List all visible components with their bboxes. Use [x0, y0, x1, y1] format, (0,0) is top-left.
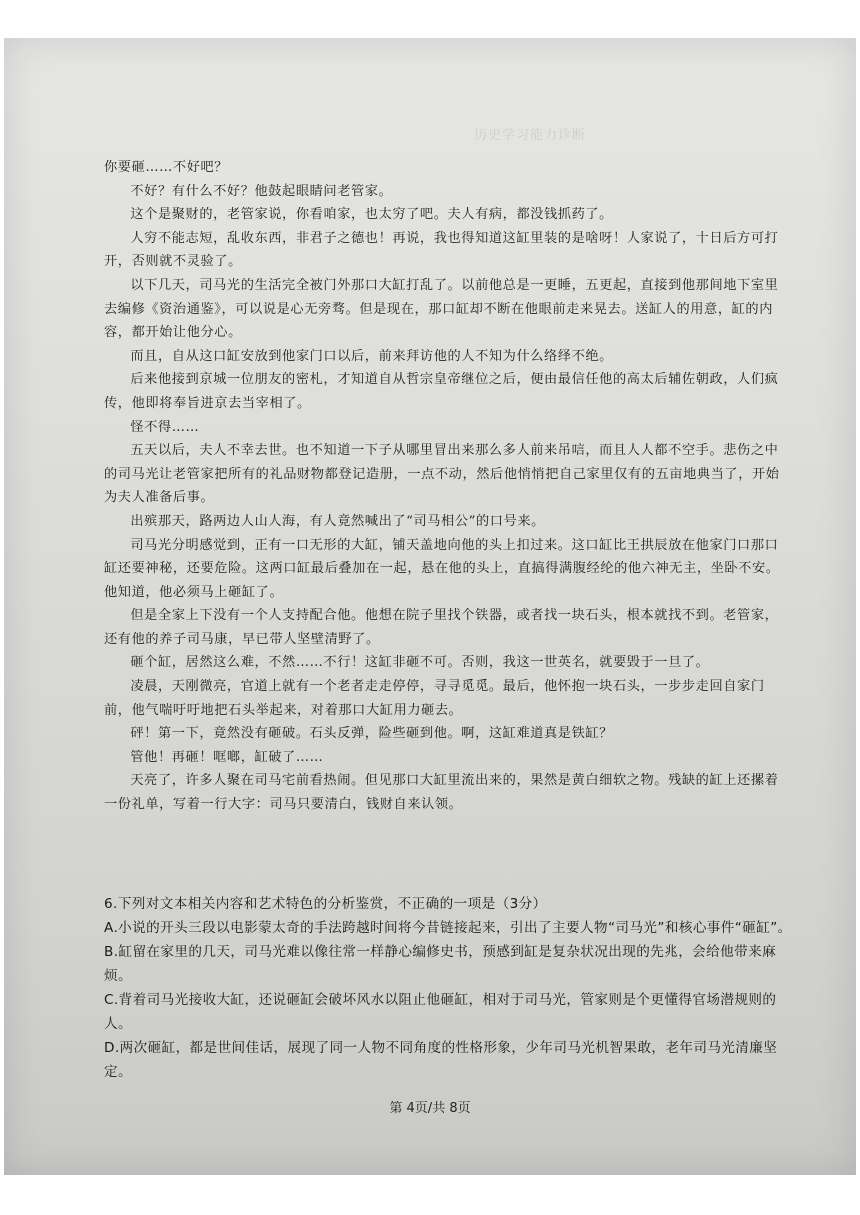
option-a: A.小说的开头三段以电影蒙太奇的手法跨越时间将今昔链接起来，引出了主要人物“司马光”和核心事件“砸缸”。 [104, 920, 792, 936]
option-c: C.背着司马光接收大缸，还说砸缸会破坏风水以阻止他砸缸，相对于司马光，管家则是个更懂得官场潜规则的人。 [104, 992, 777, 1032]
passage-paragraph: 这个是聚财的，老管家说，你看咱家，也太穷了吧。夫人有病，都没钱抓药了。 [130, 207, 613, 223]
passage-paragraph: 出殡那天，路两边人山人海，有人竟然喊出了“司马相公”的口号来。 [130, 513, 545, 529]
page-number: 第 4页/共 8页 [389, 1101, 471, 1116]
question-6 [104, 892, 794, 1084]
passage-paragraph: 你要砸……不好吧？ [104, 160, 229, 175]
passage-paragraph: 而且，自从这口缸安放到他家门口以后，前来拜访他的人不知为什么络绎不绝。 [130, 348, 613, 364]
passage-paragraph: 不好？有什么不好？他鼓起眼睛问老管家。 [130, 183, 393, 199]
passage-paragraph: 砰！第一下，竟然没有砸破。石头反弹，险些砸到他。啊，这缸难道真是铁缸？ [130, 726, 613, 742]
passage-paragraph: 后来他接到京城一位朋友的密札，才知道自从哲宗皇帝继位之后，便由最信任他的高太后辅佐朝政，人们疯传，他即将奉旨进京去当宰相了。 [104, 372, 779, 411]
passage-paragraph: 五天以后，夫人不幸去世。也不知道一下子从哪里冒出来那么多人前来吊唁，而且人人都不空手。悲伤之中的司马光让老管家把所有的礼品财物都登记造册，一点不动，然后他悄悄把自己家里仅有的五亩地典当了，开始为夫人准备后事。 [104, 443, 780, 506]
passage-paragraph: 凌晨，天刚微亮，官道上就有一个老者走走停停，寻寻觅觅。最后，他怀抱一块石头，一步步走回自家门前，他气喘吁吁地把石头举起来，对着那口大缸用力砸去。 [104, 679, 765, 718]
scanned-page [4, 38, 856, 1175]
passage-paragraph: 司马光分明感觉到，正有一口无形的大缸，铺天盖地向他的头上扣过来。这口缸比王拱辰放在他家门口那口缸还要神秘，还要危险。这两口缸最后叠加在一起，悬在他的头上，直搞得满腹经纶的他六神无主，坐卧不安。他知道，他必须马上砸缸了。 [104, 537, 780, 600]
passage-paragraph: 砸个缸，居然这么难，不然……不行！这缸非砸不可。否则，我这一世英名，就要毁于一旦了。 [130, 655, 710, 671]
passage-paragraph: 但是全家上下没有一个人支持配合他。他想在院子里找个铁器，或者找一块石头，根本就找不到。老管家，还有他的养子司马康，早已带人坚壁清野了。 [104, 608, 779, 647]
story-passage [104, 156, 789, 817]
passage-paragraph: 天亮了，许多人聚在司马宅前看热闹。但见那口大缸里流出来的，果然是黄白细软之物。残缺的缸上还摞着一份礼单，写着一行大字：司马只要清白，钱财自来认领。 [104, 773, 779, 813]
passage-paragraph: 管他！再砸！哐啷，缸破了…… [130, 749, 324, 765]
bleed-through-text: 历史学习能力诊断 [474, 128, 587, 143]
passage-paragraph: 人穷不能志短，乱收东西，非君子之德也！再说，我也得知道这缸里装的是啥呀！人家说了，十日后方可打开，否则就不灵验了。 [104, 230, 779, 270]
passage-paragraph: 以下几天，司马光的生活完全被门外那口大缸打乱了。以前他总是一更睡，五更起，直接到他那间地下室里去编修《资治通鉴》，可以说是心无旁骛。但是现在，那口缸却不断在他眼前走来晃去。送缸人的用意，缸的内容，都开始让他分心。 [104, 277, 779, 341]
option-b: B.缸留在家里的几天，司马光难以像往常一样静心编修史书，预感到缸是复杂状况出现的先兆，会给他带来麻烦。 [104, 944, 777, 984]
option-d: D.两次砸缸，都是世间佳话，展现了同一人物不同角度的性格形象，少年司马光机智果敢，老年司马光清廉坚定。 [104, 1040, 778, 1080]
passage-paragraph: 怪不得…… [130, 419, 200, 435]
question-stem: 6.下列对文本相关内容和艺术特色的分析鉴赏，不正确的一项是（3分） [104, 896, 547, 912]
